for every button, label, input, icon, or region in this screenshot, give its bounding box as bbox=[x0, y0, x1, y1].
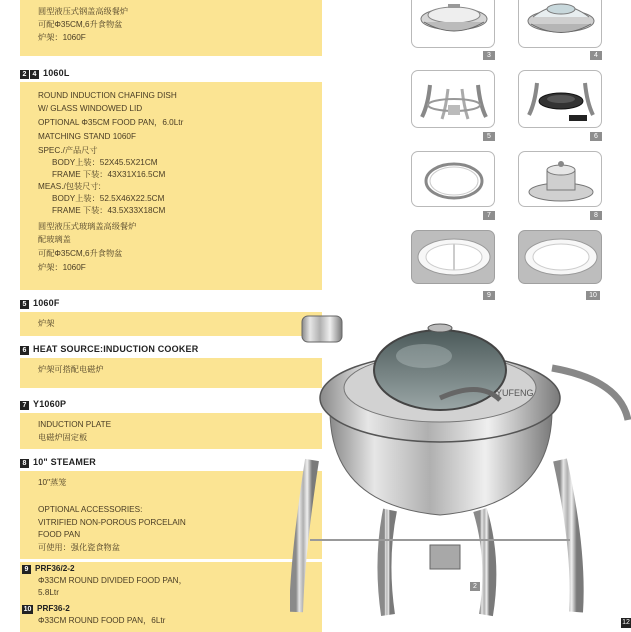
thumbnail-number: 8 bbox=[590, 211, 602, 220]
item-number-badge: 8 bbox=[20, 459, 29, 468]
thumbnail-steamer bbox=[518, 151, 602, 207]
spec-line: 配玻璃盖 bbox=[38, 235, 71, 244]
spec-line: 圆型液压式玻璃盖高级餐炉 bbox=[38, 222, 137, 231]
spec-line: MEAS./包装尺寸: bbox=[38, 182, 101, 191]
section-code: PRF36/2-2 bbox=[35, 564, 75, 573]
section-code: 1060F bbox=[33, 298, 60, 308]
item-number-badge: 4 bbox=[30, 70, 39, 79]
thumbnail-lid-open bbox=[518, 0, 602, 48]
thumbnail-number: 9 bbox=[483, 291, 495, 300]
spec-line: W/ GLASS WINDOWED LID bbox=[38, 104, 143, 113]
thumbnail-divided-pan bbox=[411, 230, 495, 284]
section-header-Y1060P bbox=[20, 397, 322, 411]
item-number-badge: 5 bbox=[20, 300, 29, 309]
spec-line: 炉架：1060F bbox=[38, 33, 86, 42]
glass-lid-chafer-image bbox=[519, 0, 602, 48]
section-header-1060L bbox=[20, 66, 322, 80]
spec-line: VITRIFIED NON-POROUS PORCELAIN bbox=[38, 518, 186, 527]
main-chafing-dish-image bbox=[290, 300, 631, 620]
thumbnail-lid-closed bbox=[411, 0, 495, 48]
steamer-image bbox=[519, 152, 602, 207]
page-number: 12 bbox=[622, 619, 630, 626]
spec-line: FOOD PAN bbox=[38, 530, 81, 539]
spec-line: 炉架可搭配电磁炉 bbox=[38, 365, 104, 374]
spec-line: 可配Φ35CM,6升食物盆 bbox=[38, 249, 123, 258]
spec-line: OPTIONAL Φ35CM FOOD PAN，6.0Ltr bbox=[38, 118, 184, 127]
divided-porcelain-pan-image bbox=[412, 231, 495, 284]
item-number-badge: 9 bbox=[22, 565, 31, 574]
thumbnail-number: 7 bbox=[483, 211, 495, 220]
spec-line: BODY上装：52X45.5X21CM bbox=[52, 158, 158, 167]
spec-line: ROUND INDUCTION CHAFING DISH bbox=[38, 91, 177, 100]
item-number-badge: 10 bbox=[23, 606, 32, 613]
section-header-1060F bbox=[20, 296, 322, 310]
section-header-heat-source bbox=[20, 342, 322, 356]
thumbnail-number: 4 bbox=[590, 51, 602, 60]
stand-frame-image bbox=[412, 71, 495, 128]
spec-block-1060F bbox=[20, 312, 322, 336]
spec-line: 5.8Ltr bbox=[38, 588, 59, 597]
spec-line: 电磁炉固定板 bbox=[38, 433, 88, 442]
thumbnail-number: 10 bbox=[586, 291, 600, 300]
section-code: PRF36-2 bbox=[37, 604, 70, 613]
induction-cooker-image bbox=[519, 71, 602, 128]
thumbnail-number: 3 bbox=[483, 51, 495, 60]
spec-line: INDUCTION PLATE bbox=[38, 420, 112, 429]
spec-line: 可配Φ35CM,6升食物盆 bbox=[38, 20, 123, 29]
thumbnail-stand bbox=[411, 70, 495, 128]
item-number-badge: 2 bbox=[20, 70, 29, 79]
spec-line: Φ33CM ROUND DIVIDED FOOD PAN， bbox=[38, 576, 187, 585]
thumbnail-induction-plate bbox=[411, 151, 495, 207]
thumbnail-number: 6 bbox=[590, 132, 602, 141]
section-code: 1060L bbox=[43, 68, 70, 78]
thumbnail-induction bbox=[518, 70, 602, 128]
section-code: 10" STEAMER bbox=[33, 457, 96, 467]
steel-lid-chafer-image bbox=[412, 0, 495, 48]
spec-line: FRAME 下装：43.5X33X18CM bbox=[52, 206, 166, 215]
spec-line: 10"蒸笼 bbox=[38, 478, 67, 487]
spec-line: 炉架 bbox=[38, 319, 55, 328]
spec-line: 可使用：强化瓷食物盆 bbox=[38, 543, 120, 552]
section-header-steamer bbox=[20, 455, 322, 469]
spec-line: 炉架：1060F bbox=[38, 263, 86, 272]
spec-line: Φ33CM ROUND FOOD PAN，6Ltr bbox=[38, 616, 166, 625]
item-number-badge: 7 bbox=[20, 401, 29, 410]
item-number-badge: 6 bbox=[20, 346, 29, 355]
spec-line: FRAME 下装：43X31X16.5CM bbox=[52, 170, 166, 179]
ring-plate-image bbox=[412, 152, 495, 207]
section-code: Y1060P bbox=[33, 399, 67, 409]
spec-line: 圆型液压式钢盖高级餐炉 bbox=[38, 7, 129, 16]
round-porcelain-pan-image bbox=[519, 231, 602, 284]
section-header-PRF36-2-2 bbox=[22, 563, 75, 574]
spec-line: SPEC./产品尺寸 bbox=[38, 146, 98, 155]
spec-line: BODY上装：52.5X46X22.5CM bbox=[52, 194, 165, 203]
main-photo-label: 2 bbox=[470, 582, 480, 591]
spec-line: MATCHING STAND 1060F bbox=[38, 132, 136, 141]
section-header-PRF36-2 bbox=[22, 603, 70, 614]
section-code: HEAT SOURCE:INDUCTION COOKER bbox=[33, 344, 199, 354]
thumbnail-number: 5 bbox=[483, 132, 495, 141]
spec-line: OPTIONAL ACCESSORIES: bbox=[38, 505, 143, 514]
thumbnail-round-pan bbox=[518, 230, 602, 284]
lid-engraving: YUFENG bbox=[496, 388, 534, 398]
